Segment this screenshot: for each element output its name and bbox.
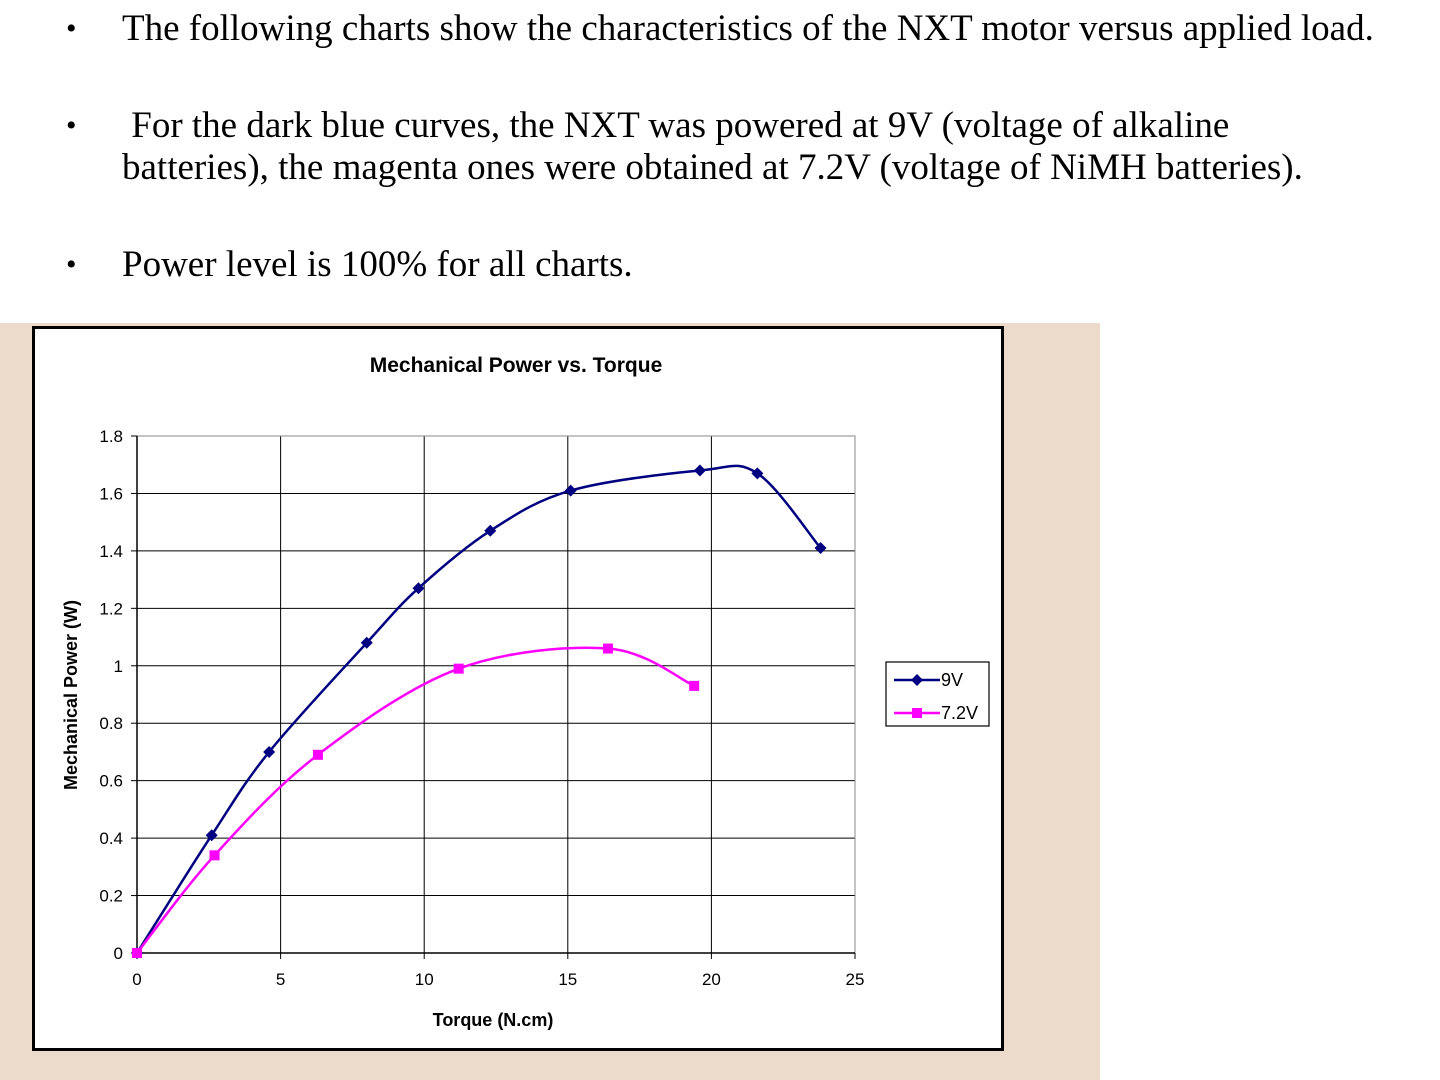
legend <box>886 662 989 726</box>
data-point-2 <box>603 644 613 654</box>
series-line-1 <box>137 466 821 953</box>
y-tick-label: 1.6 <box>99 484 123 504</box>
bullet-symbol: • <box>66 248 77 281</box>
plot-area-border <box>137 436 855 953</box>
bullet-symbol: • <box>66 109 77 142</box>
x-tick-label: 10 <box>414 970 434 989</box>
bullet-text-1: The following charts show the characteristics of the NXT motor versus applied load. <box>122 8 1374 49</box>
data-point-2 <box>689 681 699 691</box>
x-tick-label: 15 <box>558 970 578 989</box>
bullet-symbol: • <box>66 12 77 45</box>
chart-series <box>131 464 827 959</box>
y-axis-label: Mechanical Power (W) <box>61 599 81 791</box>
bullet-text-3: Power level is 100% for all charts. <box>122 244 633 285</box>
chart-title: Mechanical Power vs. Torque <box>369 354 663 377</box>
y-tick-label: 0.8 <box>99 714 123 734</box>
x-tick-label: 25 <box>845 970 865 989</box>
legend-label-1: 9V <box>941 670 964 690</box>
legend-label-2: 7.2V <box>941 703 979 723</box>
bullet-text-2: For the dark blue curves, the NXT was powered at 9V (voltage of alkaline batteries), the magenta ones were obtained at 7.2V (voltage of NiMH batteries). <box>122 105 1303 188</box>
x-tick-label: 5 <box>275 970 286 989</box>
x-tick-label: 0 <box>132 970 142 989</box>
y-tick-label: 0.2 <box>99 886 123 906</box>
data-point-2 <box>132 948 142 958</box>
y-tick-label: 0.4 <box>99 829 123 849</box>
data-point-1 <box>694 464 706 476</box>
y-tick-label: 1 <box>113 656 123 676</box>
y-tick-label: 0.6 <box>99 771 123 791</box>
data-point-2 <box>454 664 464 674</box>
x-tick-label: 20 <box>701 970 721 989</box>
data-point-2 <box>313 750 323 760</box>
data-point-1 <box>565 485 577 497</box>
y-tick-label: 0 <box>113 944 123 963</box>
chart-grid <box>137 436 855 953</box>
y-tick-label: 1.8 <box>99 427 123 446</box>
y-tick-label: 1.4 <box>99 541 123 561</box>
y-tick-label: 1.2 <box>99 599 123 619</box>
series-line-2 <box>137 648 694 953</box>
legend-marker-2 <box>912 708 922 718</box>
chart-frame <box>32 326 1004 1051</box>
chart-svg <box>35 329 1001 1048</box>
x-axis-label: Torque (N.cm) <box>432 1010 554 1030</box>
chart-axes <box>99 427 864 989</box>
data-point-2 <box>210 850 220 860</box>
